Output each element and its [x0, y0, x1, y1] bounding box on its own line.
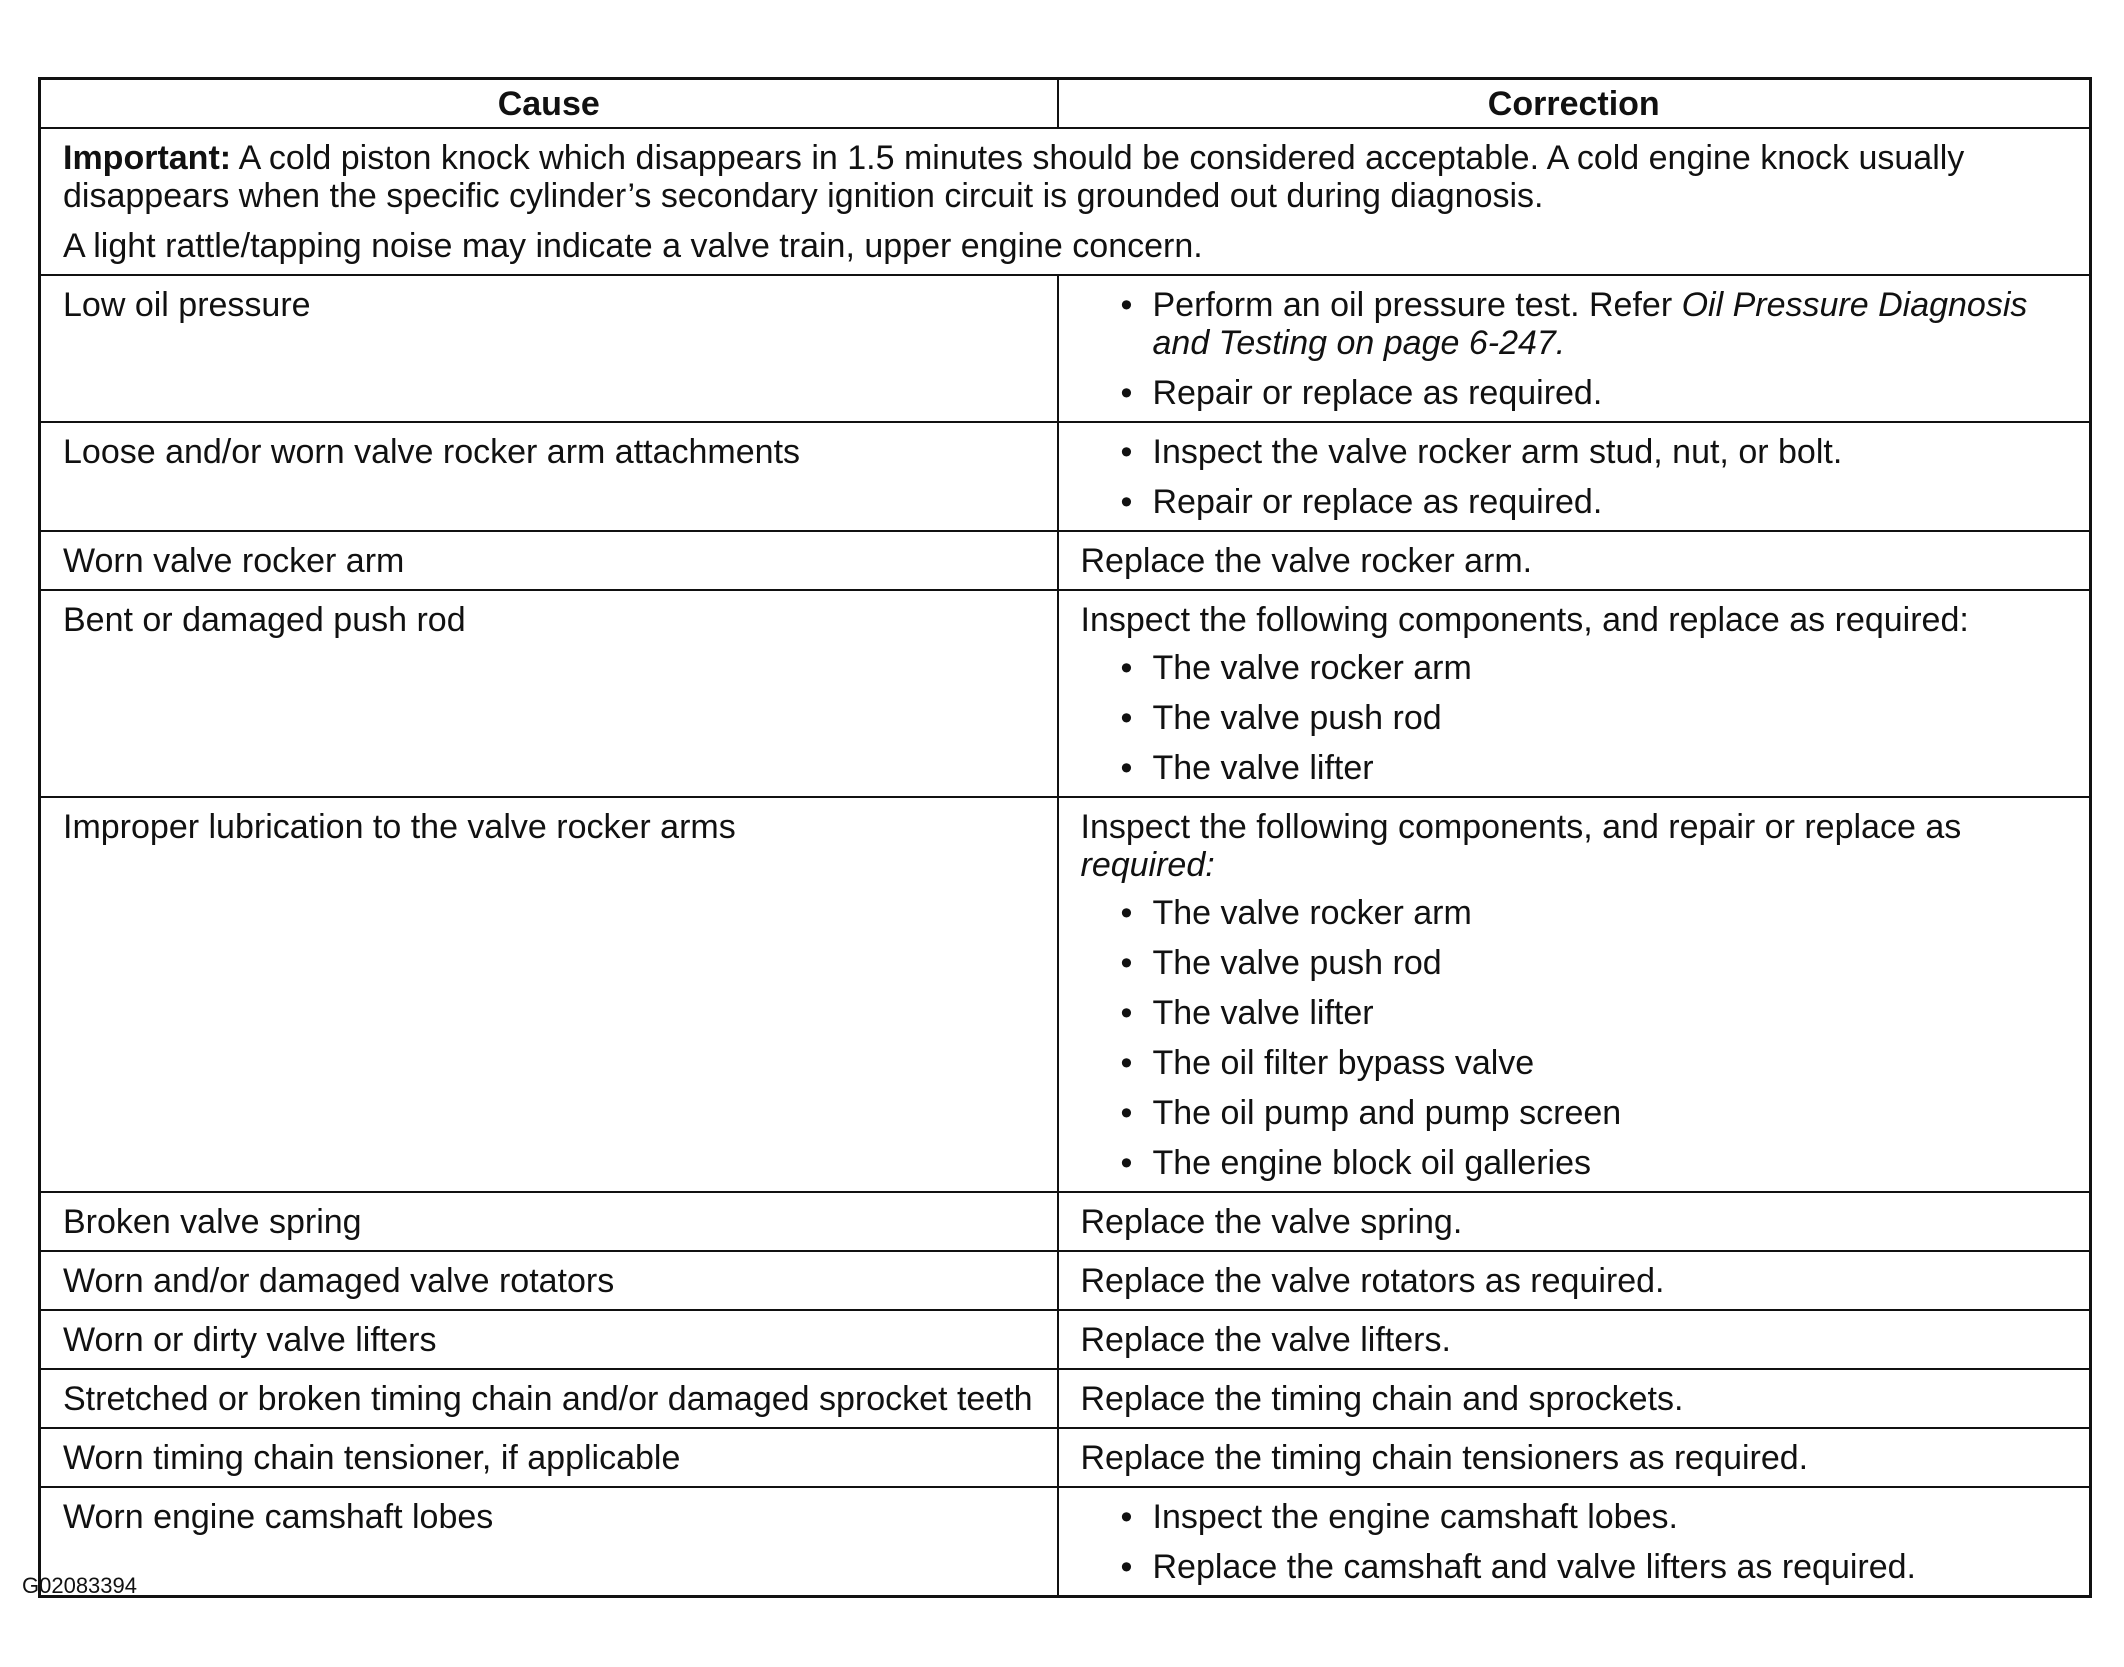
- list-item: [1121, 944, 2068, 982]
- figure-id: G02083394: [22, 1573, 137, 1598]
- cause-cell: Worn or dirty valve lifters: [40, 1310, 1058, 1369]
- cause-cell: Stretched or broken timing chain and/or damaged sprocket teeth: [40, 1369, 1058, 1428]
- table-row: [40, 422, 2091, 531]
- correction-text: Replace the valve rotators as required.: [1080, 1262, 1665, 1300]
- correction-text: Replace the valve lifters.: [1080, 1321, 1451, 1359]
- table-row: [40, 797, 2091, 1192]
- correction-cell: [1058, 590, 2091, 797]
- correction-lead-text: Inspect the following components, and repair or replace as: [1080, 808, 1962, 846]
- table-row: [40, 1487, 2091, 1597]
- list-item-text: The valve rocker arm: [1152, 649, 1472, 687]
- correction-cell: [1058, 275, 2091, 422]
- correction-column-header: Correction: [1058, 79, 2091, 129]
- table-row: [40, 1310, 2091, 1369]
- header-row: [40, 79, 2091, 129]
- table-row: [40, 590, 2091, 797]
- table-row: [40, 1251, 2091, 1310]
- table-row: [40, 1192, 2091, 1251]
- list-item-text: Repair or replace as required.: [1152, 483, 1603, 521]
- correction-text: Replace the timing chain tensioners as required.: [1080, 1439, 1809, 1477]
- correction-lead-text: Inspect the following components, and replace as required:: [1080, 601, 1969, 639]
- list-item-text: Inspect the valve rocker arm stud, nut, or bolt.: [1152, 433, 1843, 471]
- important-note: [40, 128, 2091, 275]
- cause-cell: Low oil pressure: [40, 275, 1058, 422]
- correction-cell: [1058, 1310, 2091, 1369]
- cause-cell: Bent or damaged push rod: [40, 590, 1058, 797]
- list-item: [1121, 286, 2068, 362]
- correction-cell: [1058, 1369, 2091, 1428]
- correction-cell: [1058, 797, 2091, 1192]
- correction-cell: [1058, 1192, 2091, 1251]
- list-item-text: The oil filter bypass valve: [1152, 1044, 1535, 1082]
- cause-column-header: Cause: [40, 79, 1058, 129]
- list-item: [1121, 1498, 2068, 1536]
- list-item: [1121, 649, 2068, 687]
- list-item-text: Replace the camshaft and valve lifters as required.: [1152, 1548, 1917, 1586]
- table-row: [40, 1369, 2091, 1428]
- cause-cell: Worn timing chain tensioner, if applicable: [40, 1428, 1058, 1487]
- list-item: [1121, 994, 2068, 1032]
- correction-text: Replace the valve spring.: [1080, 1203, 1463, 1241]
- cause-cell: Broken valve spring: [40, 1192, 1058, 1251]
- list-item: [1121, 483, 2068, 521]
- list-item: [1121, 1044, 2068, 1082]
- correction-list: [1081, 649, 2068, 787]
- correction-list: [1081, 1498, 2068, 1586]
- important-label: Important:: [63, 139, 232, 177]
- cause-cell: Worn engine camshaft lobes: [40, 1487, 1058, 1597]
- list-item-text: The valve push rod: [1152, 944, 1442, 982]
- correction-cell: [1058, 422, 2091, 531]
- list-item: [1121, 894, 2068, 932]
- cause-cell: Loose and/or worn valve rocker arm attachments: [40, 422, 1058, 531]
- correction-list: [1081, 286, 2068, 412]
- list-item: [1121, 1094, 2068, 1132]
- list-item: [1121, 1548, 2068, 1586]
- correction-cell: [1058, 1428, 2091, 1487]
- list-item-text: Repair or replace as required.: [1152, 374, 1603, 412]
- important-note-row: [40, 128, 2091, 275]
- correction-lead-italic: required:: [1080, 846, 1215, 884]
- list-item-text: The valve push rod: [1152, 699, 1442, 737]
- table-row: [40, 275, 2091, 422]
- correction-list: [1081, 433, 2068, 521]
- list-item-text: Inspect the engine camshaft lobes.: [1152, 1498, 1678, 1536]
- list-item-text: The engine block oil galleries: [1152, 1144, 1591, 1182]
- correction-cell: [1058, 1487, 2091, 1597]
- list-item-text: The oil pump and pump screen: [1152, 1094, 1622, 1132]
- cause-cell: Worn and/or damaged valve rotators: [40, 1251, 1058, 1310]
- correction-cell: [1058, 1251, 2091, 1310]
- table-row: [40, 1428, 2091, 1487]
- rattle-note: A light rattle/tapping noise may indicate a valve train, upper engine concern.: [63, 227, 1203, 265]
- table-row: [40, 531, 2091, 590]
- list-item-text: The valve lifter: [1152, 994, 1374, 1032]
- list-item: [1121, 749, 2068, 787]
- cause-cell: Worn valve rocker arm: [40, 531, 1058, 590]
- correction-text: Replace the valve rocker arm.: [1080, 542, 1533, 580]
- diagnosis-table: [38, 77, 2092, 1598]
- important-text: A cold piston knock which disappears in 1.5 minutes should be considered acceptable. A cold engine knock usually disappears when the specific cylinder’s secondary ignition circuit is grounded out during diagnosis.: [63, 139, 1965, 215]
- list-item-text: Perform an oil pressure test. Refer: [1152, 286, 1682, 324]
- list-item-text: The valve lifter: [1152, 749, 1374, 787]
- list-item-text: The valve rocker arm: [1152, 894, 1472, 932]
- correction-lead: [1081, 601, 2068, 639]
- page-reference: Oil Pressure Diagnosis and Testing on page 6-247.: [1152, 286, 2028, 362]
- list-item: [1121, 1144, 2068, 1182]
- list-item: [1121, 433, 2068, 471]
- correction-text: Replace the timing chain and sprockets.: [1080, 1380, 1684, 1418]
- list-item: [1121, 374, 2068, 412]
- cause-cell: Improper lubrication to the valve rocker arms: [40, 797, 1058, 1192]
- correction-lead: [1081, 808, 2068, 884]
- correction-cell: [1058, 531, 2091, 590]
- correction-list: [1081, 894, 2068, 1182]
- list-item: [1121, 699, 2068, 737]
